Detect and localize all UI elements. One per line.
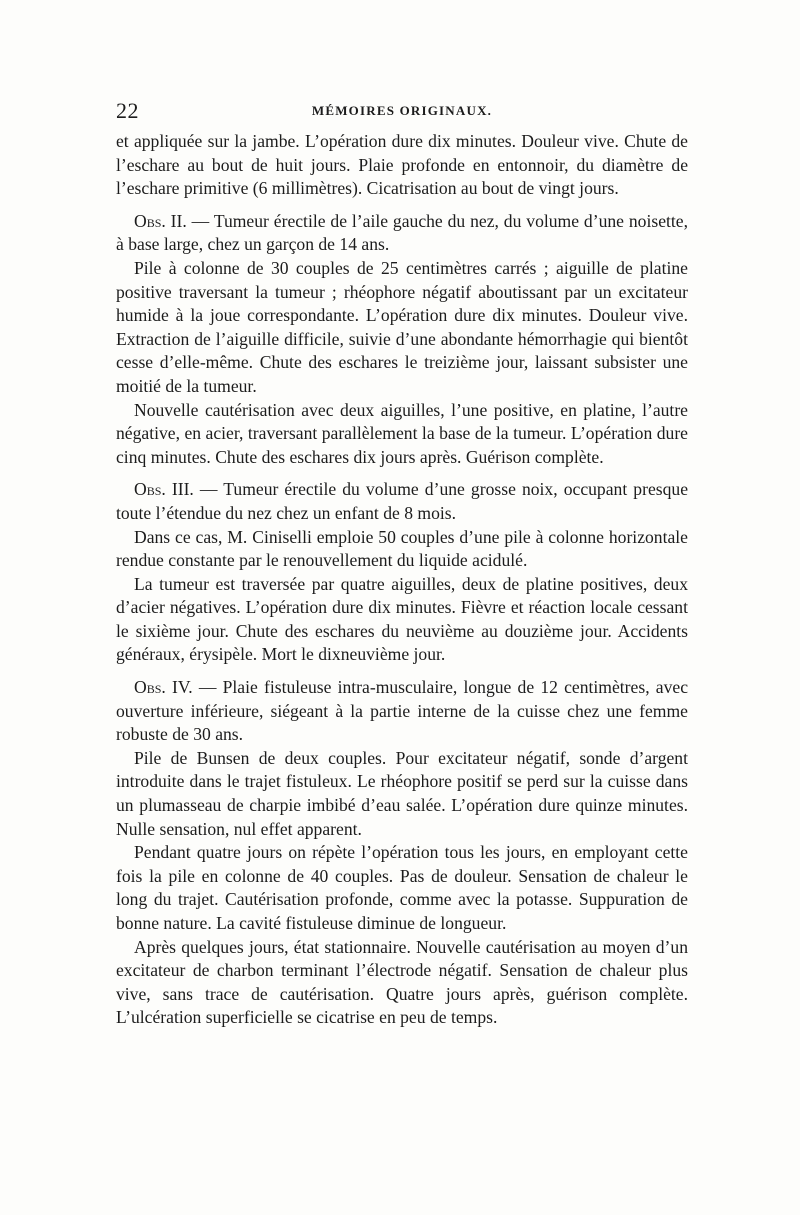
observation-text: — Plaie fistuleuse intra-musculaire, longue de 12 centimètres, avec ouverture inférieure, siégeant à la partie interne de la cuisse chez une femme robuste de 30 ans.: [116, 677, 688, 745]
paragraph: [116, 573, 688, 667]
paragraph: [116, 257, 688, 399]
running-title: MÉMOIRES ORIGINAUX.: [311, 103, 493, 118]
observation-heading: [116, 210, 688, 257]
paragraph-text: Pile de Bunsen de deux couples. Pour excitateur négatif, sonde d’argent introduite dans le trajet fistuleux. Le rhéophore positif se perd sur la cuisse dans un plumasseau de charpie imbibé d’eau salée. L’opération dure quinze minutes. Nulle sensation, nul effet apparent.: [116, 747, 688, 839]
observation-label: Obs. IV.: [134, 677, 193, 698]
paragraph: [116, 936, 688, 1030]
page-header: [116, 98, 688, 122]
paragraph-text: Dans ce cas, M. Ciniselli emploie 50 couples d’une pile à colonne horizontale rendue constante par le renouvellement du liquide acidulé.: [116, 526, 688, 571]
paragraph: [116, 526, 688, 573]
observation-label: Obs. II.: [134, 210, 187, 231]
observation-label: Obs. III.: [134, 479, 194, 500]
paragraph: [116, 130, 688, 201]
paragraph: [116, 747, 688, 841]
page-number: 22: [116, 98, 139, 123]
observation-text: — Tumeur érectile du volume d’une grosse noix, occupant presque toute l’étendue du nez chez un enfant de 8 mois.: [116, 479, 689, 523]
observation-text: — Tumeur érectile de l’aile gauche du nez, du volume d’une noisette, à base large, chez un garçon de 14 ans.: [116, 210, 688, 255]
paragraph-text: Pendant quatre jours on répète l’opération tous les jours, en employant cette fois la pile en colonne de 40 couples. Pas de douleur. Sensation de chaleur le long du trajet. Cautérisation profonde, comme avec la potasse. Suppuration de bonne nature. La cavité fistuleuse diminue de longueur.: [116, 842, 688, 933]
page-body: [116, 130, 688, 1030]
paragraph-text: et appliquée sur la jambe. L’opération dure dix minutes. Douleur vive. Chute de l’eschare au bout de huit jours. Plaie profonde en entonnoir, du diamètre de l’eschare primitive (6 millimètres). Cicatrisation au bout de vingt jours.: [116, 131, 688, 199]
paragraph-text: Nouvelle cautérisation avec deux aiguilles, l’une positive, en platine, l’autre négative, en acier, traversant parallèlement la base de la tumeur. L’opération dure cinq minutes. Chute des eschares dix jours après. Guérison complète.: [116, 399, 688, 467]
observation-heading: [116, 676, 688, 747]
paragraph-text: Après quelques jours, état stationnaire. Nouvelle cautérisation au moyen d’un excitateur de charbon terminant l’électrode négatif. Sensation de chaleur plus vive, sans trace de cautérisation. Quatre jours après, guérison complète. L’ulcération superficielle se cicatrise en peu de temps.: [116, 936, 688, 1028]
observation-heading: [116, 478, 688, 525]
paragraph: [116, 399, 688, 470]
paragraph-text: Pile à colonne de 30 couples de 25 centimètres carrés ; aiguille de platine positive traversant la tumeur ; rhéophore négatif aboutissant par un excitateur humide à la joue correspondante. L’opération dure dix minutes. Douleur vive. Extraction de l’aiguille difficile, suivie d’une abondante hémorrhagie qui bientôt cesse d’elle-même. Chute des eschares le treizième jour, laissant subsister une moitié de la tumeur.: [116, 257, 688, 396]
paragraph: [116, 841, 688, 935]
paragraph-text: La tumeur est traversée par quatre aiguilles, deux de platine positives, deux d’acier négatives. L’opération dure dix minutes. Fièvre et réaction locale cessant le sixième jour. Chute des eschares du neuvième au douzième jour. Accidents généraux, érysipèle. Mort le dixneuvième jour.: [116, 573, 688, 665]
